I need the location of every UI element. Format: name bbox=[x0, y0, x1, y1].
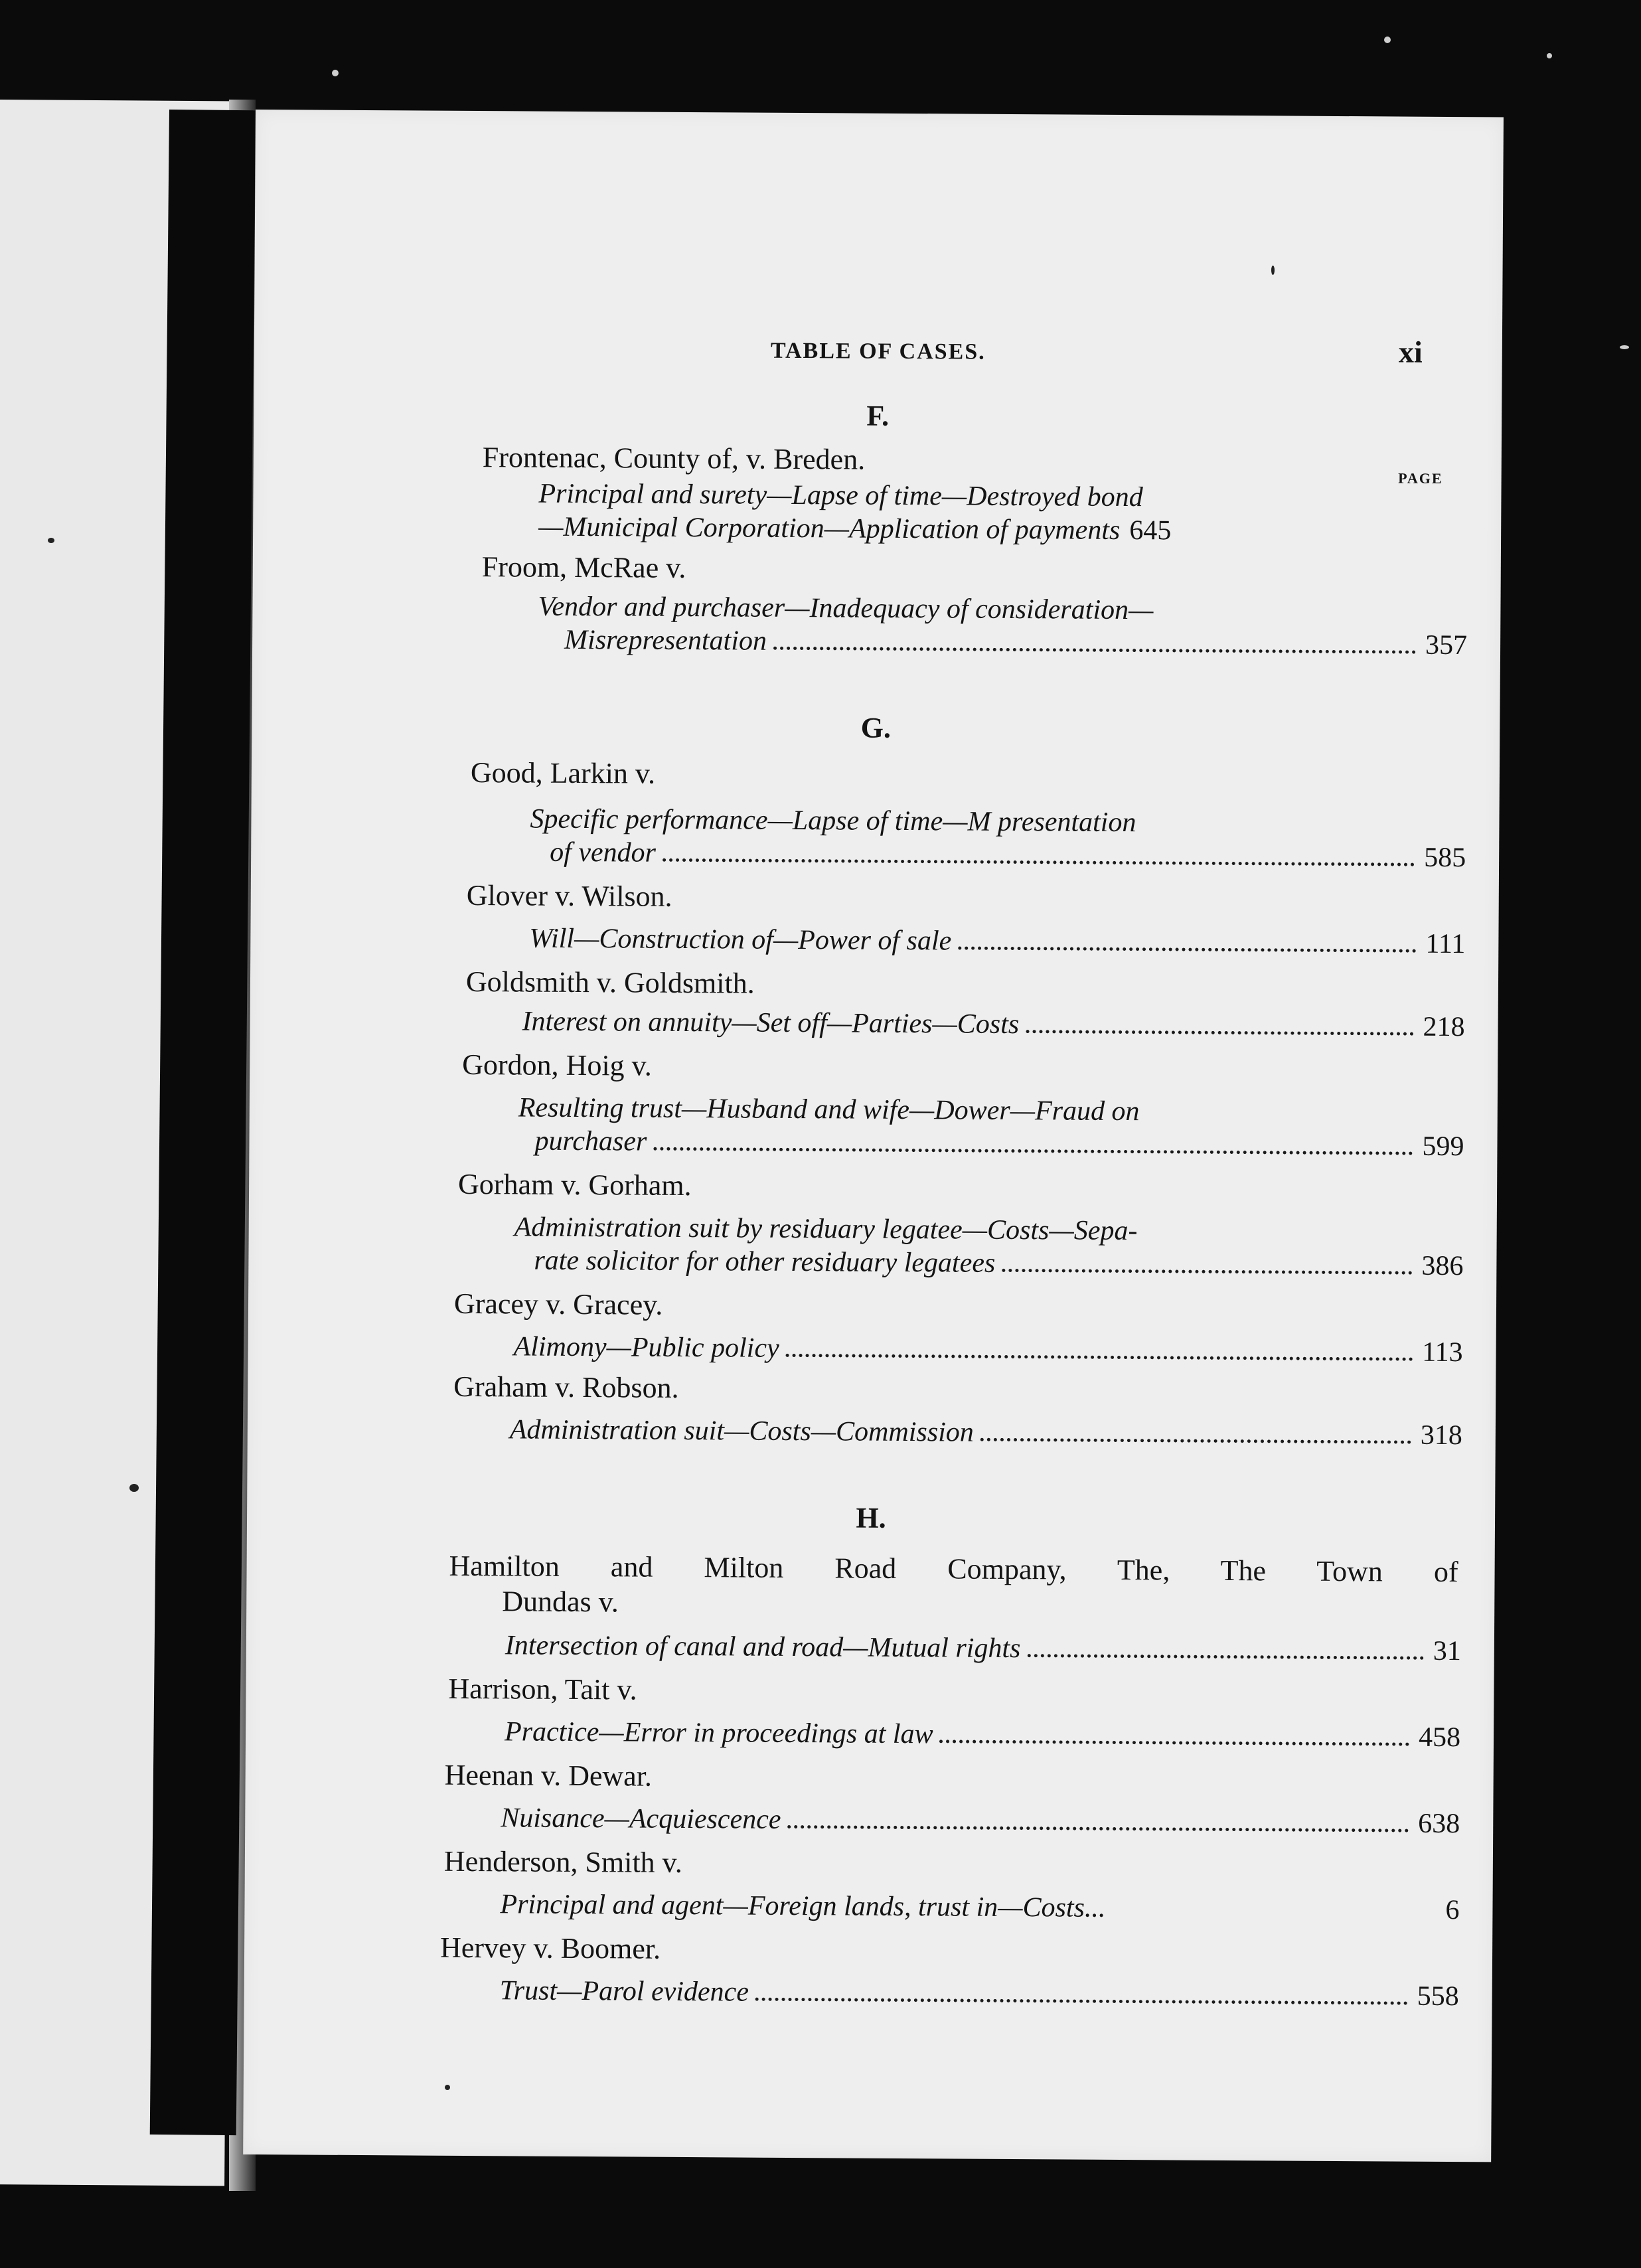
dot-leader bbox=[980, 1438, 1411, 1444]
case-title: Good, Larkin v. bbox=[470, 756, 656, 790]
case-page-number: 357 bbox=[1425, 629, 1468, 661]
case-page-number: 31 bbox=[1433, 1635, 1461, 1667]
case-subject: Alimony—Public policy bbox=[513, 1331, 779, 1364]
case-subject: Specific performance—Lapse of time—M presentation bbox=[530, 803, 1136, 839]
case-subject-line bbox=[529, 922, 1465, 962]
case-subject-line bbox=[534, 1124, 1464, 1165]
case-page-number: 111 bbox=[1425, 928, 1466, 960]
case-title: Hervey v. Boomer. bbox=[439, 1931, 661, 1965]
case-page-number: 599 bbox=[1422, 1131, 1464, 1163]
table-of-cases bbox=[243, 110, 1504, 2162]
case-title: Froom, McRae v. bbox=[481, 550, 686, 584]
scan-speck bbox=[129, 1484, 139, 1492]
dot-leader bbox=[1002, 1269, 1412, 1275]
case-subject: of vendor bbox=[550, 837, 657, 868]
case-subject-line bbox=[534, 1244, 1463, 1284]
case-page-number: 218 bbox=[1423, 1011, 1465, 1043]
case-subject: Interest on annuity—Set off—Parties—Costs bbox=[522, 1006, 1020, 1040]
dot-leader bbox=[773, 647, 1416, 654]
case-page-number: 6 bbox=[1445, 1895, 1460, 1926]
case-page-number: 386 bbox=[1421, 1250, 1464, 1282]
case-title-continued: Dundas v. bbox=[502, 1585, 619, 1619]
case-subject-line bbox=[510, 1412, 1462, 1453]
case-subject-line bbox=[564, 623, 1467, 663]
case-subject: Resulting trust—Husband and wife—Dower—Fraud on bbox=[518, 1092, 1140, 1127]
scan-speck bbox=[1384, 37, 1391, 43]
case-title: Gracey v. Gracey. bbox=[453, 1287, 663, 1321]
dot-leader bbox=[653, 1147, 1413, 1155]
scan-speck bbox=[445, 2085, 450, 2090]
dot-leader bbox=[1027, 1654, 1423, 1660]
case-subject-line bbox=[500, 1887, 1459, 1927]
case-page-number: 113 bbox=[1422, 1336, 1463, 1368]
case-subject-line bbox=[501, 1801, 1460, 1841]
case-page-number: 318 bbox=[1420, 1419, 1462, 1451]
case-subject-line bbox=[505, 1714, 1460, 1755]
case-title: Glover v. Wilson. bbox=[466, 878, 672, 913]
case-title: Frontenac, County of, v. Breden. bbox=[482, 441, 866, 476]
case-subject: Principal and surety—Lapse of time—Destroyed bond bbox=[538, 478, 1143, 513]
case-page-number: 458 bbox=[1418, 1722, 1461, 1753]
dot-leader bbox=[663, 858, 1415, 866]
case-subject-line bbox=[538, 510, 1461, 550]
book-page bbox=[243, 110, 1504, 2162]
dot-leader bbox=[958, 946, 1416, 952]
scan-speck bbox=[1547, 53, 1552, 58]
section-letter-g: G. bbox=[860, 711, 892, 744]
case-subject: Principal and agent—Foreign lands, trust in—Costs... bbox=[500, 1889, 1106, 1923]
case-subject-line bbox=[522, 1004, 1464, 1044]
case-subject-line bbox=[505, 1628, 1461, 1668]
case-title: Hamilton and Milton Road Company, The, The Town of bbox=[449, 1549, 1458, 1589]
dot-leader bbox=[787, 1825, 1409, 1832]
case-subject-line bbox=[500, 1973, 1459, 2014]
case-subject: Administration suit by residuary legatee—Costs—Sepa- bbox=[514, 1212, 1138, 1247]
dot-leader bbox=[1026, 1030, 1413, 1036]
dot-leader bbox=[786, 1354, 1413, 1361]
scan-speck bbox=[1620, 345, 1629, 349]
case-subject: Practice—Error in proceedings at law bbox=[504, 1716, 933, 1750]
case-subject: Intersection of canal and road—Mutual rights bbox=[505, 1630, 1021, 1664]
page-number: xi bbox=[1398, 335, 1423, 369]
scan-speck bbox=[48, 538, 54, 543]
case-page-number: 645 bbox=[1129, 515, 1172, 546]
case-subject: Administration suit—Costs—Commission bbox=[509, 1414, 974, 1448]
case-subject: Vendor and purchaser—Inadequacy of consideration— bbox=[538, 591, 1154, 626]
case-subject-line bbox=[550, 835, 1466, 875]
case-page-number: 558 bbox=[1417, 1981, 1459, 2012]
case-page-number: 585 bbox=[1424, 842, 1466, 874]
case-title: Graham v. Robson. bbox=[453, 1370, 679, 1404]
case-subject: Nuisance—Acquiescence bbox=[501, 1803, 781, 1835]
case-subject: —Municipal Corporation—Application of payments bbox=[538, 511, 1121, 546]
section-letter-h: H. bbox=[856, 1501, 886, 1534]
case-title: Harrison, Tait v. bbox=[448, 1672, 637, 1706]
case-subject-line bbox=[513, 1329, 1462, 1370]
case-subject: purchaser bbox=[534, 1125, 647, 1157]
scan-speck bbox=[1271, 266, 1275, 275]
case-title: Goldsmith v. Goldsmith. bbox=[465, 965, 755, 1000]
dot-leader bbox=[939, 1740, 1409, 1745]
case-subject: Will—Construction of—Power of sale bbox=[529, 923, 952, 957]
case-title: Heenan v. Dewar. bbox=[444, 1758, 653, 1793]
scan-speck bbox=[332, 70, 339, 76]
case-subject: Trust—Parol evidence bbox=[499, 1975, 749, 2008]
section-letter-f: F. bbox=[866, 399, 890, 432]
page-column-label: PAGE bbox=[1398, 469, 1443, 487]
case-title: Gorham v. Gorham. bbox=[457, 1167, 692, 1202]
case-page-number: 638 bbox=[1418, 1808, 1460, 1840]
case-subject: rate solicitor for other residuary legatees bbox=[534, 1245, 996, 1279]
case-subject: Misrepresentation bbox=[564, 624, 767, 657]
running-title: TABLE OF CASES. bbox=[770, 338, 986, 364]
case-title: Gordon, Hoig v. bbox=[462, 1048, 652, 1082]
case-title: Henderson, Smith v. bbox=[443, 1844, 682, 1879]
dot-leader bbox=[755, 1998, 1408, 2005]
